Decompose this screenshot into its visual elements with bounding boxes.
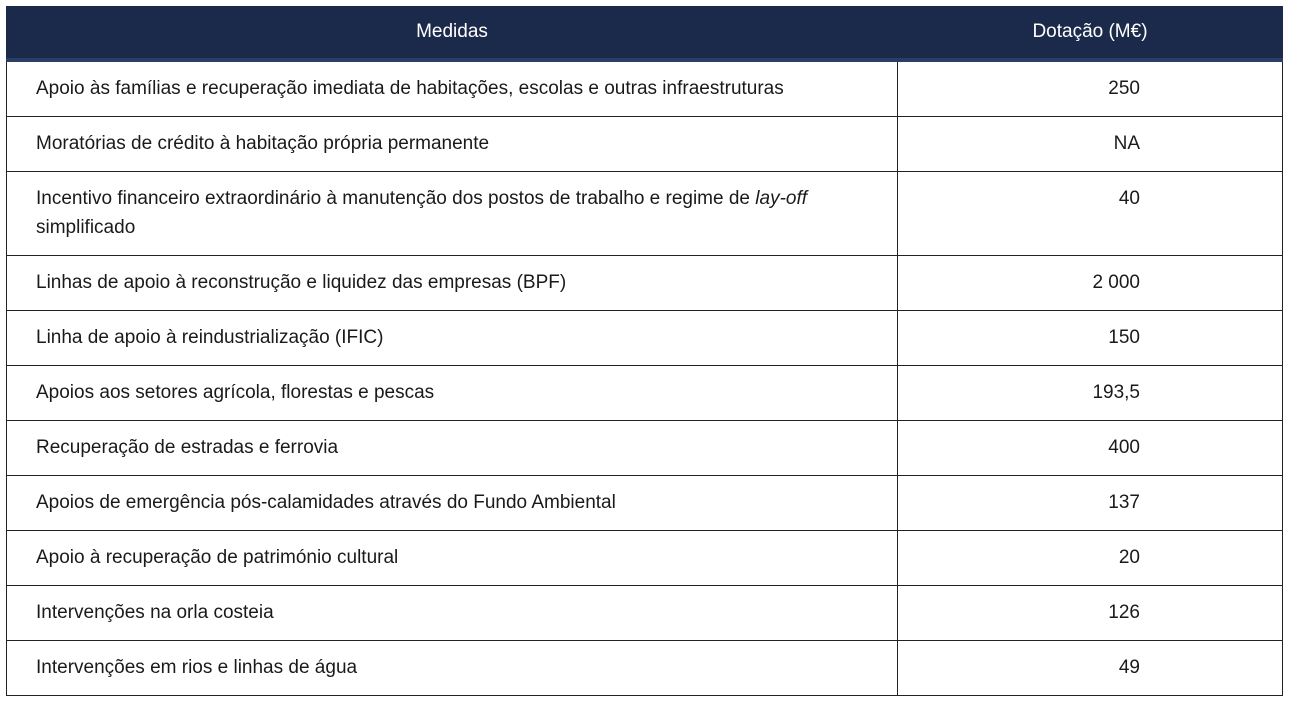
measures-table-container xyxy=(6,6,1282,696)
measure-cell: Apoios de emergência pós-calamidades através do Fundo Ambiental xyxy=(7,476,898,531)
measure-cell: Apoio às famílias e recuperação imediata de habitações, escolas e outras infraestruturas xyxy=(7,60,898,117)
measure-cell: Apoio à recuperação de património cultural xyxy=(7,531,898,586)
allocation-cell: NA xyxy=(898,117,1283,172)
allocation-cell: 137 xyxy=(898,476,1283,531)
table-header xyxy=(7,6,1283,60)
table-row xyxy=(7,531,1283,586)
table-body xyxy=(7,60,1283,696)
measure-cell: Intervenções na orla costeia xyxy=(7,586,898,641)
measure-cell: Moratórias de crédito à habitação própria permanente xyxy=(7,117,898,172)
table-row xyxy=(7,256,1283,311)
allocation-cell: 400 xyxy=(898,421,1283,476)
table-row xyxy=(7,421,1283,476)
measure-cell: Linha de apoio à reindustrialização (IFIC) xyxy=(7,311,898,366)
allocation-cell: 49 xyxy=(898,641,1283,696)
table-row xyxy=(7,117,1283,172)
measure-cell: Apoios aos setores agrícola, florestas e pescas xyxy=(7,366,898,421)
allocation-cell: 193,5 xyxy=(898,366,1283,421)
header-row xyxy=(7,6,1283,60)
table-row xyxy=(7,311,1283,366)
measure-cell: Intervenções em rios e linhas de água xyxy=(7,641,898,696)
measure-cell xyxy=(7,172,898,256)
measure-text: Incentivo financeiro extraordinário à manutenção dos postos de trabalho e regime de xyxy=(36,188,756,209)
measures-table xyxy=(6,6,1283,696)
measure-italic-term: lay-off xyxy=(755,188,808,209)
allocation-cell: 126 xyxy=(898,586,1283,641)
table-row xyxy=(7,641,1283,696)
allocation-cell: 40 xyxy=(898,172,1283,256)
allocation-cell: 20 xyxy=(898,531,1283,586)
column-header-measures: Medidas xyxy=(7,6,898,60)
table-row xyxy=(7,172,1283,256)
table-row xyxy=(7,476,1283,531)
table-row xyxy=(7,366,1283,421)
allocation-cell: 250 xyxy=(898,60,1283,117)
allocation-cell: 150 xyxy=(898,311,1283,366)
measure-text-continued: simplificado xyxy=(36,217,136,238)
table-row xyxy=(7,586,1283,641)
table-row xyxy=(7,60,1283,117)
allocation-cell: 2 000 xyxy=(898,256,1283,311)
column-header-allocation: Dotação (M€) xyxy=(898,6,1283,60)
measure-cell: Linhas de apoio à reconstrução e liquidez das empresas (BPF) xyxy=(7,256,898,311)
measure-cell: Recuperação de estradas e ferrovia xyxy=(7,421,898,476)
